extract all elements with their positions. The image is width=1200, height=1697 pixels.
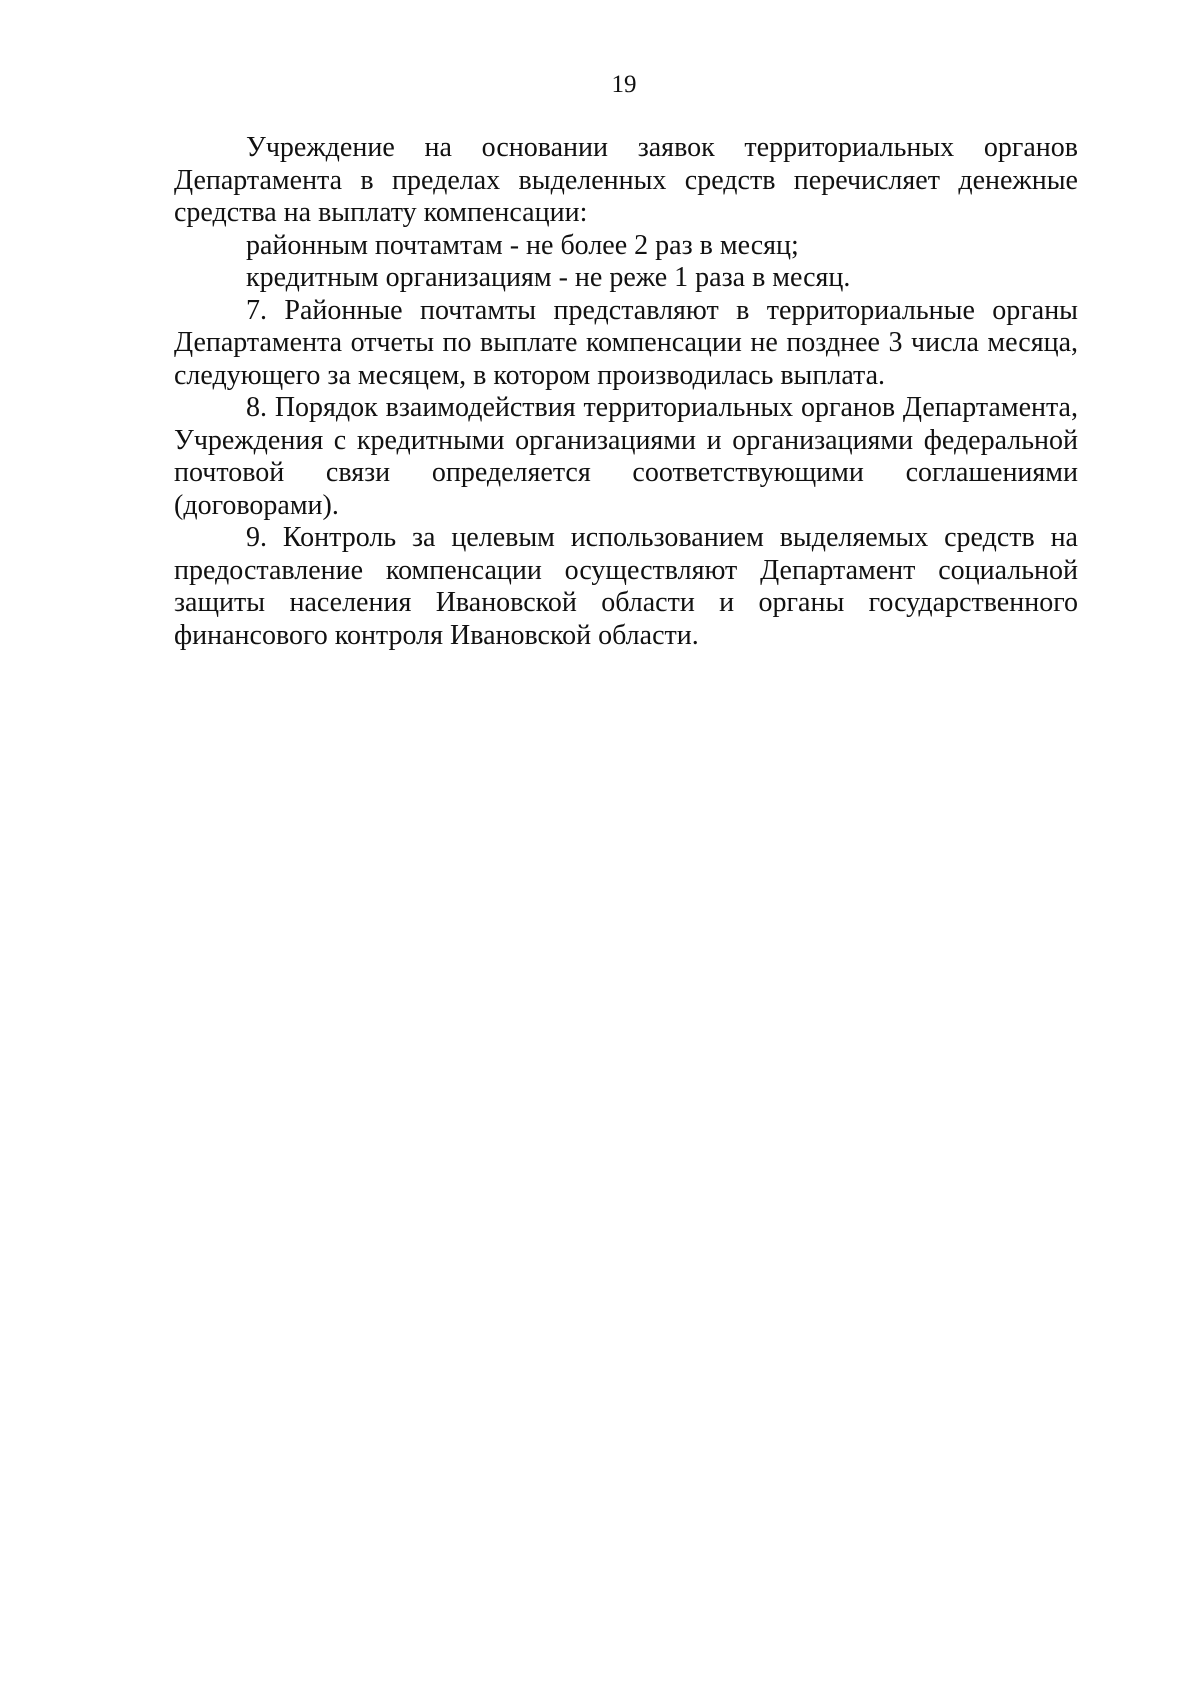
page-number: 19 xyxy=(611,71,637,98)
document-body xyxy=(174,132,1078,652)
paragraph-item-8: 8. Порядок взаимодействия территориальных органов Департамента, Учреждения с кредитными организациями и организациями федеральной почтовой связи определяется соответствующими соглашениями (договорами). xyxy=(174,392,1078,521)
list-item-post-offices: районным почтамтам - не более 2 раз в месяц; xyxy=(246,229,799,261)
paragraph-payment-transfer: Учреждение на основании заявок территориальных органов Департамента в пределах выделенных средств перечисляет денежные средства на выплату компенсации: xyxy=(174,132,1078,228)
paragraph-item-7: 7. Районные почтамты представляют в территориальные органы Департамента отчеты по выплате компенсации не позднее 3 числа месяца, следующего за месяцем, в котором производилась выплата. xyxy=(174,294,1078,391)
paragraph-item-9: 9. Контроль за целевым использованием выделяемых средств на предоставление компенсации осуществляют Департамент социальной защиты населения Ивановской области и органы государственного финансового контроля Ивановской области. xyxy=(174,522,1078,651)
list-item-credit-organizations: кредитным организациям - не реже 1 раза в месяц. xyxy=(246,262,851,293)
